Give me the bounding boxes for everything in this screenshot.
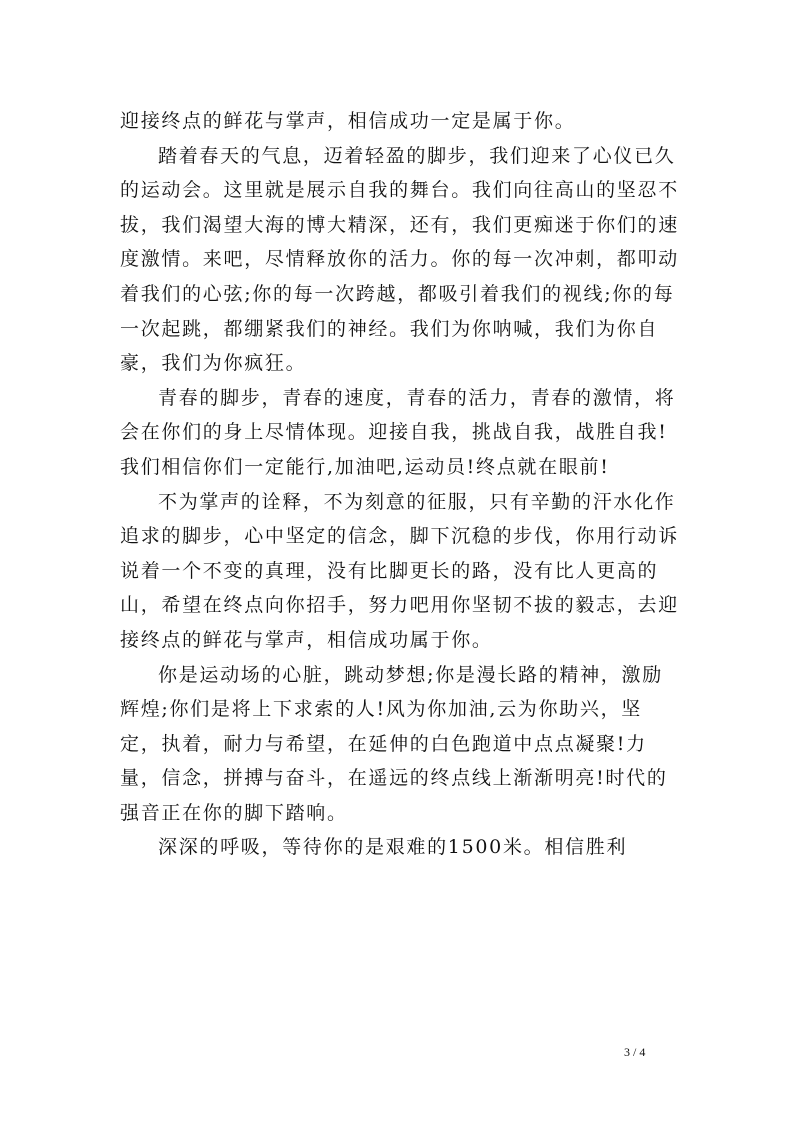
paragraph-youth: 青春的脚步，青春的速度，青春的活力，青春的激情，将会在你们的身上尽情体现。迎接自我，挑战自我，战胜自我!我们相信你们一定能行,加油吧,运动员!终点就在眼前! — [120, 386, 676, 478]
page-number: 3 / 4 — [624, 1045, 646, 1059]
document-body — [120, 104, 680, 865]
paragraph-1500m: 深深的呼吸，等待你的是艰难的1500米。相信胜利 — [158, 836, 628, 859]
paragraph-perseverance: 不为掌声的诠释，不为刻意的征服，只有辛勤的汗水化作追求的脚步，心中坚定的信念，脚下沉稳的步伐，你用行动诉说着一个不变的真理，没有比脚更长的路，没有比人更高的山，希望在终点向你招手，努力吧用你坚韧不拔的毅志，去迎接终点的鲜花与掌声，相信成功属于你。 — [120, 490, 679, 651]
paragraph-continuation: 迎接终点的鲜花与掌声，相信成功一定是属于你。 — [120, 110, 576, 132]
paragraph-stadium-heart: 你是运动场的心脏，跳动梦想;你是漫长路的精神，激励辉煌;你们是将上下求索的人!风为你加油,云为你助兴，坚定，执着，耐力与希望，在延伸的白色跑道中点点凝聚!力量，信念，拼搏与奋斗，在遥远的终点线上渐渐明亮!时代的强音正在你的脚下踏响。 — [120, 663, 668, 824]
paragraph-sports-meet: 踏着春天的气息，迈着轻盈的脚步，我们迎来了心仪已久的运动会。这里就是展示自我的舞台。我们向往高山的坚忍不拔，我们渴望大海的博大精深，还有，我们更痴迷于你们的速度激情。来吧，尽情释放你的活力。你的每一次冲刺，都叩动着我们的心弦;你的每一次跨越，都吸引着我们的视线;你的每一次起跳，都绷紧我们的神经。我们为你呐喊，我们为你自豪，我们为你疯狂。 — [120, 144, 679, 375]
